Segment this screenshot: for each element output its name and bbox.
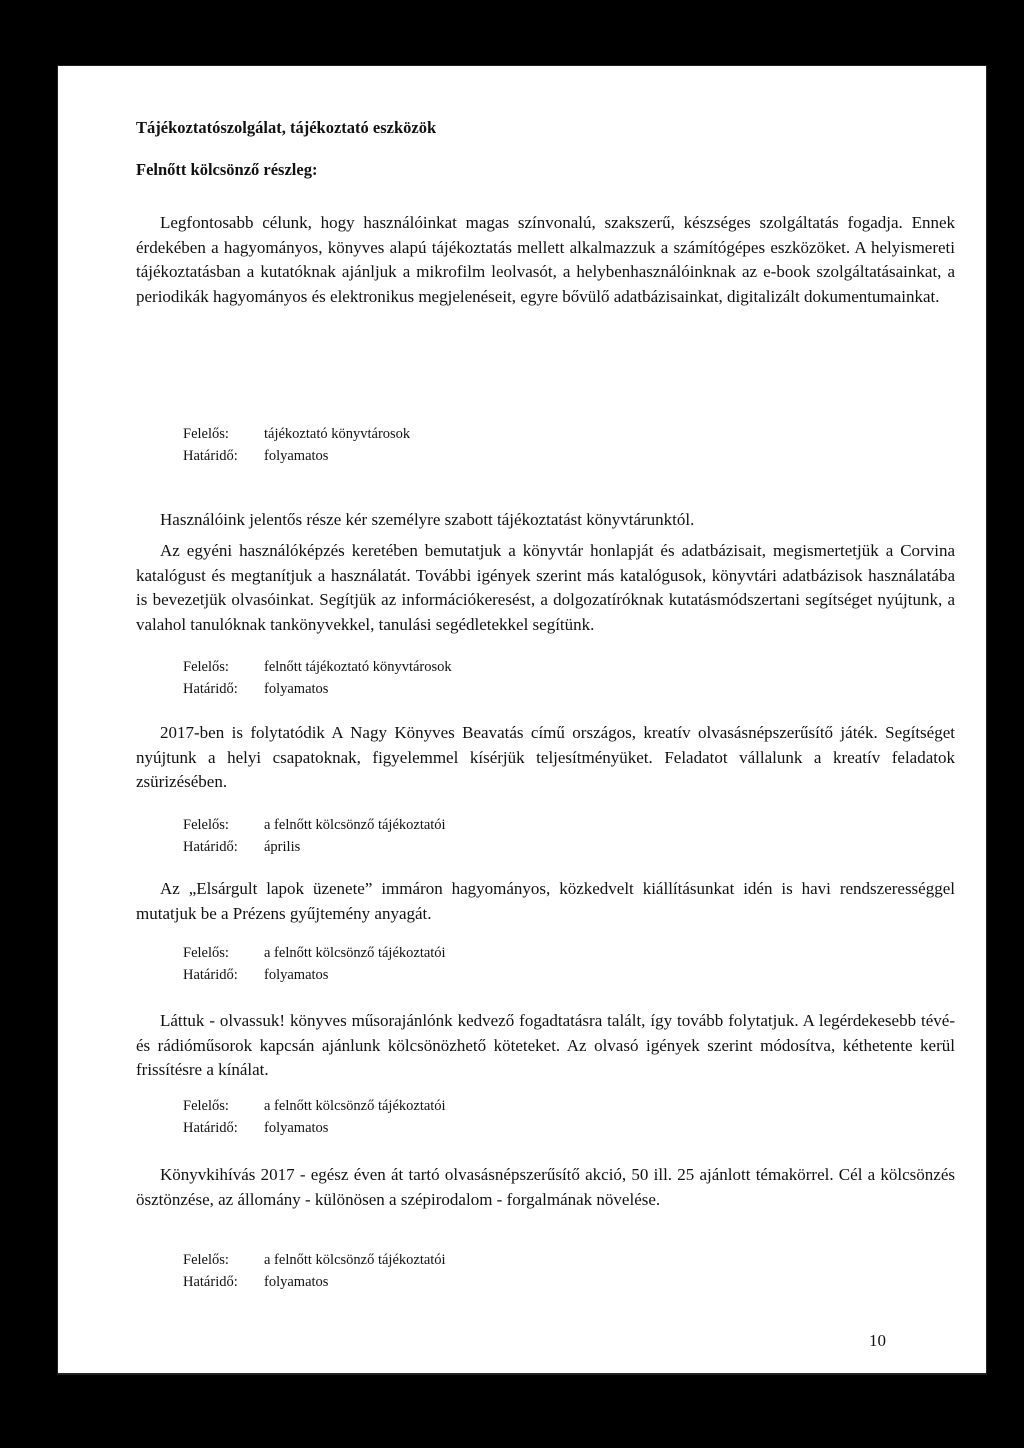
document-page — [57, 65, 987, 1375]
paragraph-beavatas — [136, 721, 955, 795]
deadline-label: Határidő: — [183, 1120, 238, 1136]
deadline-row — [183, 836, 446, 858]
deadline-value: folyamatos — [264, 448, 329, 464]
deadline-value: folyamatos — [264, 967, 329, 983]
responsible-row — [183, 942, 446, 964]
deadline-value: folyamatos — [264, 681, 329, 697]
paragraph-text: Könyvkihívás 2017 - egész éven át tartó olvasásnépszerűsítő akció, 50 ill. 25 ajánlott témakörrel. Cél a kölcsönzés ösztönzése, az állomány - különösen a szépirodalom - forgalmának növelése. — [136, 1165, 955, 1209]
deadline-row — [183, 1271, 446, 1293]
deadline-row — [183, 678, 452, 700]
responsible-row — [183, 1095, 446, 1117]
deadline-row — [183, 1117, 446, 1139]
responsible-value: a felnőtt kölcsönző tájékoztatói — [264, 817, 446, 833]
deadline-value: folyamatos — [264, 1274, 329, 1290]
responsible-label: Felelős: — [183, 817, 229, 833]
assignment-block — [183, 1095, 446, 1139]
responsible-label: Felelős: — [183, 1252, 229, 1268]
page-number: 10 — [869, 1331, 886, 1350]
paragraph-text: 2017-ben is folytatódik A Nagy Könyves Beavatás című országos, kreatív olvasásnépszerűsítő játék. Segítséget nyújtunk a helyi csapatoknak, figyelemmel kísérjük teljesítményüket. Feladatot vállalunk a kreatív feladatok zsürizésében. — [136, 723, 955, 791]
page-title: Tájékoztatószolgálat, tájékoztató eszközök — [136, 118, 437, 137]
paragraph-user-training — [136, 539, 955, 637]
deadline-row — [183, 964, 446, 986]
responsible-label: Felelős: — [183, 945, 229, 961]
footer-rule — [58, 1373, 986, 1374]
assignment-block — [183, 656, 452, 700]
deadline-label: Határidő: — [183, 681, 238, 697]
paragraph-text: Láttuk - olvassuk! könyves műsorajánlónk kedvező fogadtatásra talált, így tovább folytatjuk. A legérdekesebb tévé- és rádióműsorok kapcsán ajánlunk kölcsönözhető köteteket. Az olvasó igények szerint módosítva, kéthetente kerül frissítésre a kínálat. — [136, 1011, 955, 1079]
responsible-row — [183, 814, 446, 836]
paragraph-text: Használóink jelentős része kér személyre szabott tájékoztatást könyvtárunktól. — [160, 510, 695, 529]
assignment-block — [183, 423, 410, 467]
paragraph-text: Az egyéni használóképzés keretében bemutatjuk a könyvtár honlapját és adatbázisait, megismertetjük a Corvina katalógust és megtanítjuk a használatát. További igények szerint más katalógusok, könyvtári adatbázisok használatába is bevezetjük olvasóinkat. Segítjük az információkeresést, a dolgozatíróknak kutatásmódszertani segítséget nyújtunk, a valahol tanulóknak tankönyvekkel, tanulási segédletekkel segítünk. — [136, 541, 955, 634]
deadline-row — [183, 445, 410, 467]
assignment-block — [183, 814, 446, 858]
responsible-row — [183, 1249, 446, 1271]
responsible-row — [183, 656, 452, 678]
deadline-label: Határidő: — [183, 839, 238, 855]
assignment-block — [183, 1249, 446, 1293]
deadline-label: Határidő: — [183, 448, 238, 464]
paragraph-konyvkihivas — [136, 1163, 955, 1212]
responsible-label: Felelős: — [183, 1098, 229, 1114]
deadline-label: Határidő: — [183, 967, 238, 983]
deadline-value: április — [264, 839, 301, 855]
responsible-value: a felnőtt kölcsönző tájékoztatói — [264, 1098, 446, 1114]
section-subtitle: Felnőtt kölcsönző részleg: — [136, 160, 318, 179]
paragraph-personalized — [136, 508, 955, 533]
responsible-row — [183, 423, 410, 445]
paragraph-exhibition — [136, 877, 955, 926]
page-content — [136, 116, 955, 1290]
assignment-block — [183, 942, 446, 986]
paragraph-text: Legfontosabb célunk, hogy használóinkat magas színvonalú, szakszerű, készséges szolgáltatás fogadja. Ennek érdekében a hagyományos, könyves alapú tájékoztatás mellett alkalmazzuk a számítógépes eszközöket. A helyismereti tájékoztatásban a kutatóknak ajánljuk a mikrofilm leolvasót, a helybenhasználóinknak az e-book szolgáltatásainkat, a periodikák hagyományos és elektronikus megjelenéseit, egyre bővülő adatbázisainkat, digitalizált dokumentumainkat. — [136, 213, 955, 306]
paragraph-text: Az „Elsárgult lapok üzenete” immáron hagyományos, közkedvelt kiállításunkat idén is havi rendszerességgel mutatjuk be a Prézens gyűjtemény anyagát. — [136, 879, 955, 923]
paragraph-lattuk-olvassuk — [136, 1009, 955, 1083]
paragraph-goals — [136, 211, 955, 309]
responsible-value: felnőtt tájékoztató könyvtárosok — [264, 659, 452, 675]
responsible-label: Felelős: — [183, 659, 229, 675]
responsible-value: a felnőtt kölcsönző tájékoztatói — [264, 1252, 446, 1268]
deadline-value: folyamatos — [264, 1120, 329, 1136]
responsible-value: tájékoztató könyvtárosok — [264, 426, 411, 442]
deadline-label: Határidő: — [183, 1274, 238, 1290]
responsible-label: Felelős: — [183, 426, 229, 442]
responsible-value: a felnőtt kölcsönző tájékoztatói — [264, 945, 446, 961]
